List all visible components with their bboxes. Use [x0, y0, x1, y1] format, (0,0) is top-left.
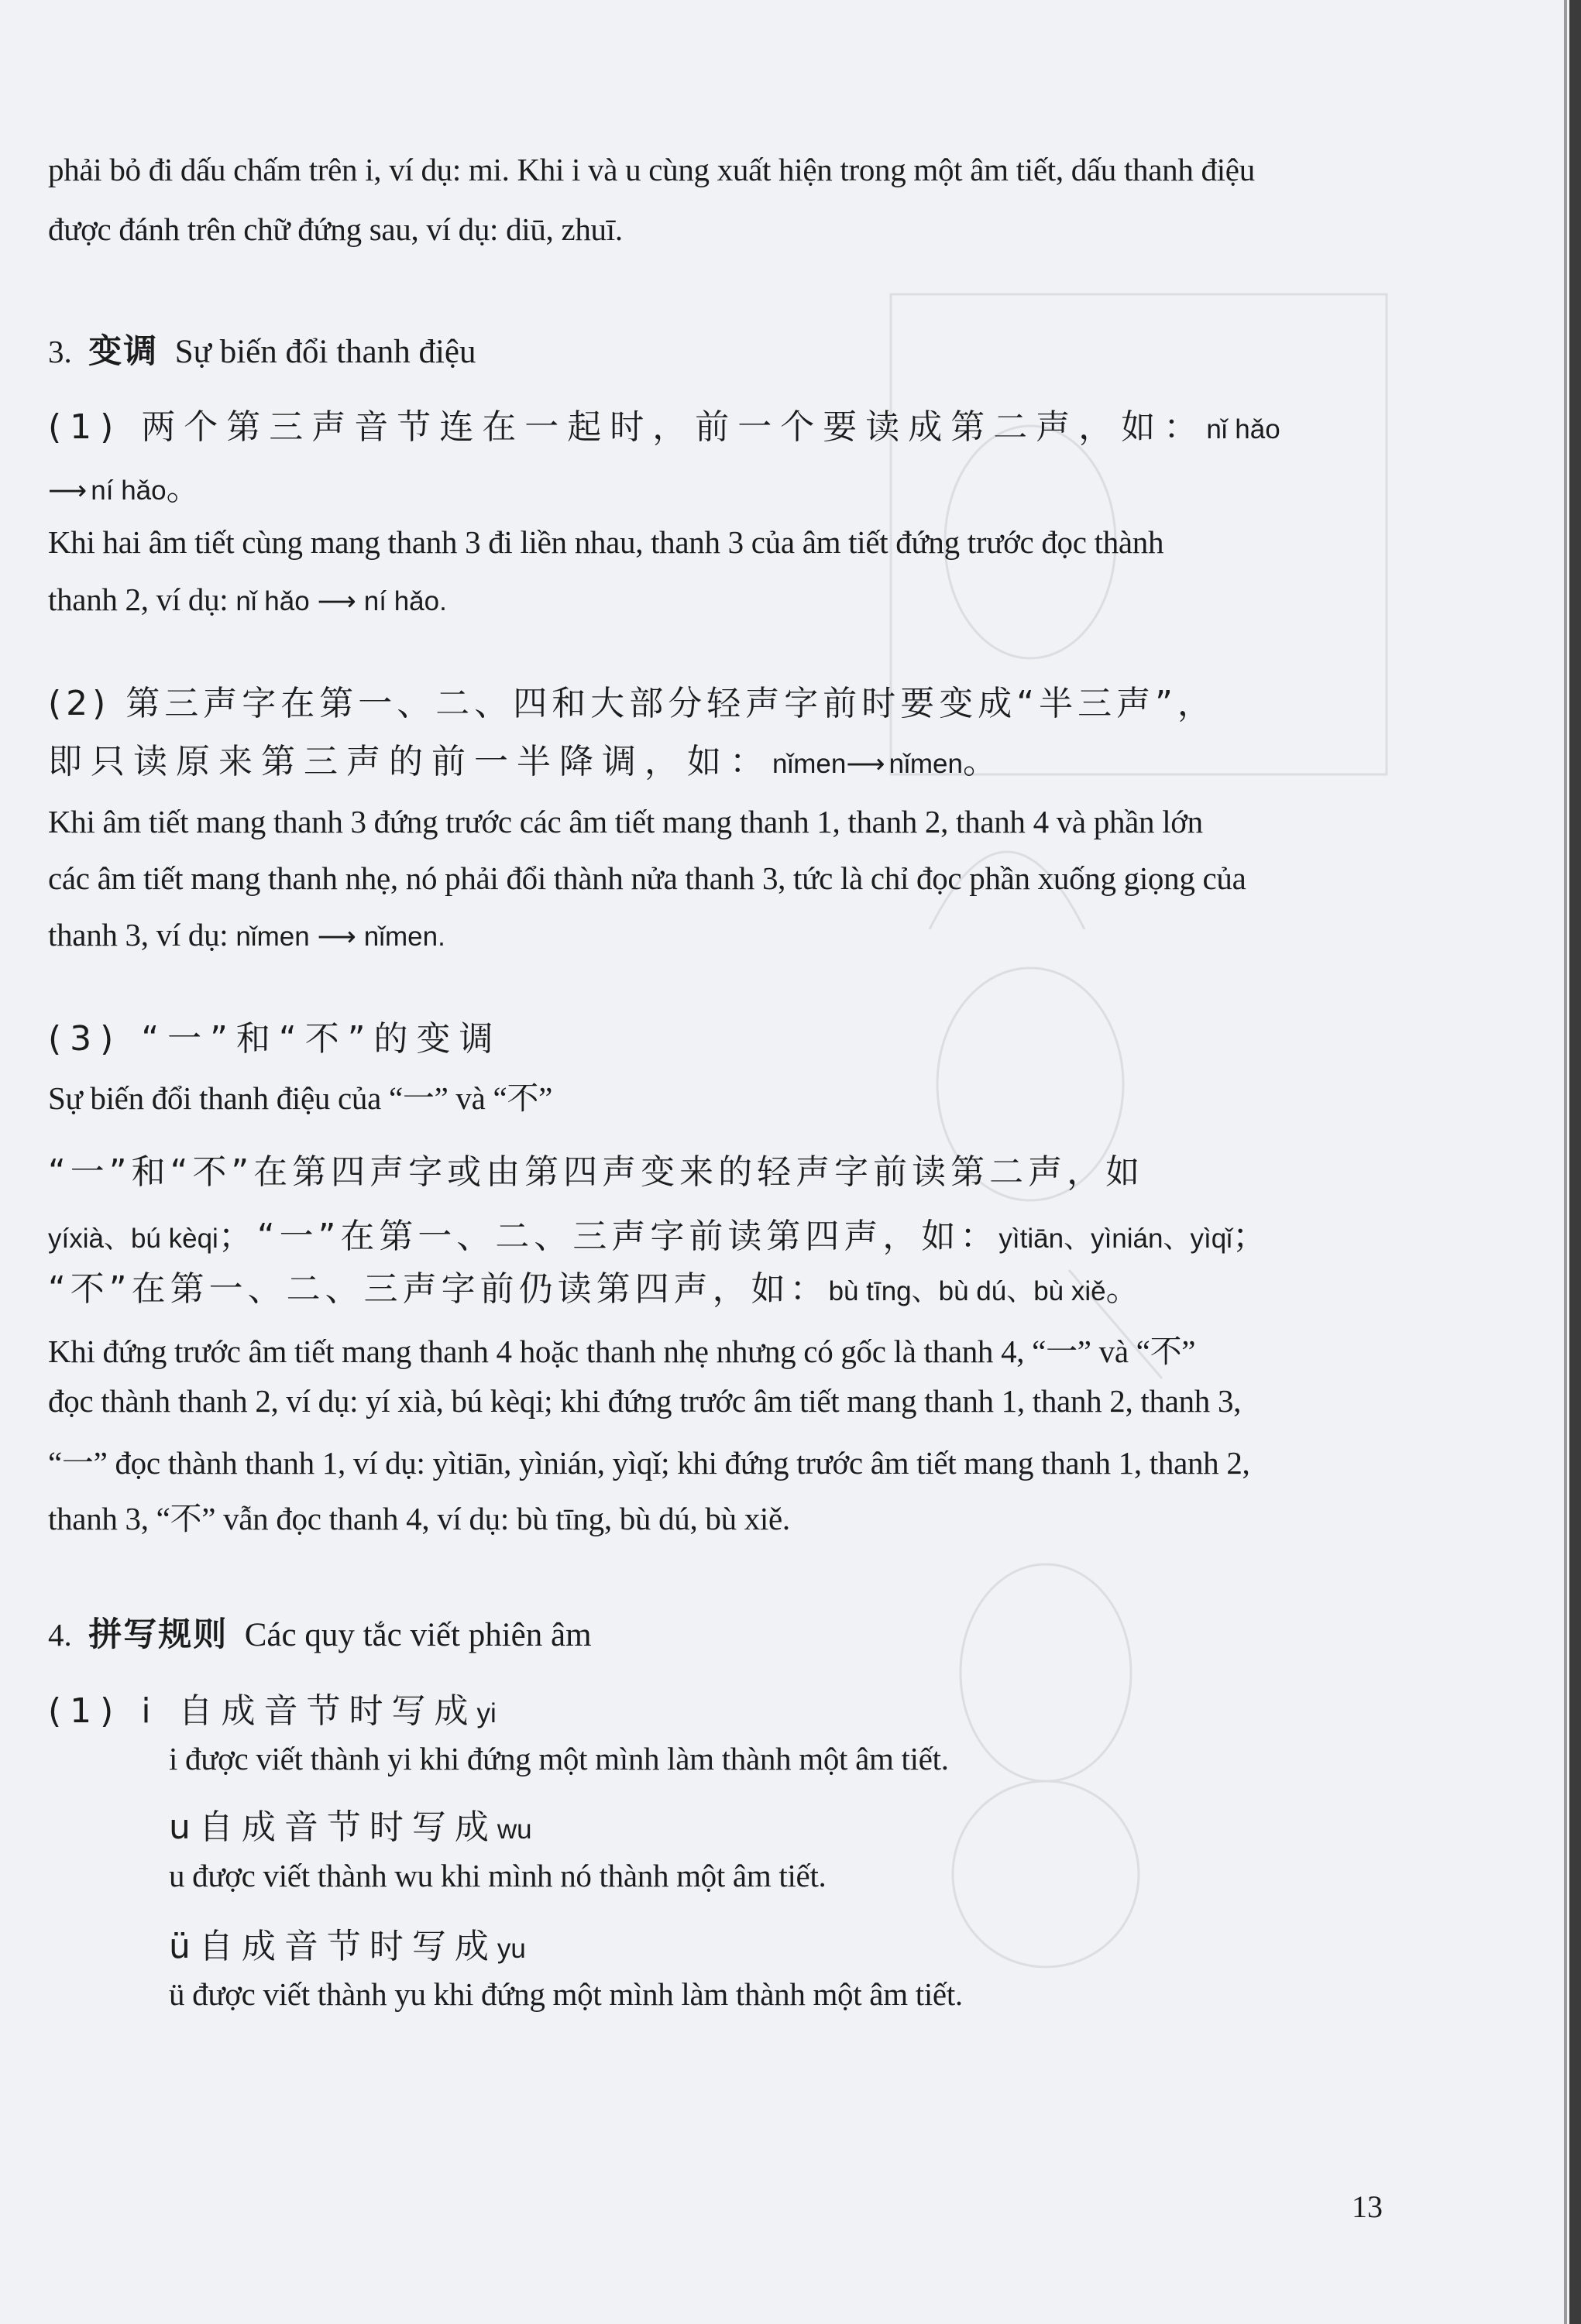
pinyin-text: bù tīng、bù dú、bù xiě	[828, 1276, 1106, 1306]
chinese-text: ü自成音节时写成	[169, 1927, 497, 1966]
text-line: đọc thành thanh 2, ví dụ: yí xià, bú kèqi; khi đứng trước âm tiết mang thanh 1, thanh 2, thanh 3,	[48, 1383, 1242, 1419]
text-line	[48, 916, 445, 953]
pinyin-text: yu	[497, 1934, 526, 1964]
text-line	[48, 581, 447, 618]
section-heading-3	[48, 325, 476, 372]
chinese-text: (1) 两个第三声音节连在一起时，前一个要读成第二声，如：	[48, 407, 1207, 447]
vi-text: thanh 3, ví dụ:	[48, 917, 229, 953]
page-edge-shadow	[1564, 0, 1567, 2324]
pinyin-text: nǐmen	[235, 922, 310, 952]
spelling-rule-1	[48, 1683, 497, 1732]
spelling-rule-2	[169, 1799, 532, 1849]
pinyin-text: nǐmen	[888, 749, 963, 779]
rule-3-line-2	[48, 1208, 1271, 1258]
pinyin-text: ní hǎo	[91, 475, 167, 506]
section-title-zh: 拼写规则	[88, 1615, 229, 1654]
text-line: “一” đọc thành thanh 1, ví dụ: yìtiān, yìnián, yìqǐ; khi đứng trước âm tiết mang thanh 1, thanh 2,	[48, 1445, 1250, 1481]
text-line: ü được viết thành yu khi đứng một mình làm thành một âm tiết.	[169, 1976, 963, 2012]
vi-text: thanh 2, ví dụ:	[48, 582, 229, 617]
rule-1-zh-cont	[48, 460, 209, 510]
rule-2-zh-cont	[48, 733, 1005, 783]
section-title-zh: 变调	[88, 332, 159, 371]
chinese-text: ；“一”在第一、二、三声字前读第四声，如：	[218, 1217, 999, 1256]
pinyin-text: nǐmen.	[363, 922, 445, 952]
text-line: Sự biến đổi thanh điệu của “一” và “不”	[48, 1080, 552, 1116]
arrow-icon: ⟶	[846, 749, 885, 779]
pinyin-text: wu	[497, 1814, 532, 1845]
chinese-text: 即只读原来第三声的前一半降调，如：	[48, 742, 772, 781]
spelling-rule-3	[169, 1918, 526, 1968]
text-line: i được viết thành yi khi đứng một mình làm thành một âm tiết.	[169, 1741, 949, 1776]
pinyin-text: yíxià、bú kèqi	[48, 1224, 218, 1254]
text-line: Khi âm tiết mang thanh 3 đứng trước các âm tiết mang thanh 1, thanh 2, thanh 4 và phần lớn	[48, 804, 1203, 839]
text-line: thanh 3, “不” vẫn đọc thanh 4, ví dụ: bù tīng, bù dú, bù xiě.	[48, 1501, 790, 1536]
punctuation: 。	[166, 469, 209, 508]
pinyin-text: nǐmen	[772, 749, 847, 779]
text-line: (3) “一”和“不”的变调	[48, 1019, 502, 1059]
text-line: u được viết thành wu khi mình nó thành một âm tiết.	[169, 1858, 827, 1893]
pinyin-text: yìtiān、yìnián、yìqǐ	[998, 1224, 1232, 1254]
text-line: Khi hai âm tiết cùng mang thanh 3 đi liền nhau, thanh 3 của âm tiết đứng trước đọc thành	[48, 524, 1164, 560]
arrow-icon: ⟶	[317, 586, 356, 616]
arrow-icon: ⟶	[317, 922, 356, 952]
rule-1-zh	[48, 399, 1280, 448]
pinyin-text: ní hǎo.	[363, 586, 447, 616]
punctuation: 。	[962, 742, 1005, 781]
pinyin-text: yi	[476, 1698, 497, 1728]
section-number: 3.	[48, 334, 72, 369]
punctuation: ；	[1232, 1217, 1271, 1256]
text-line: (2) 第三声字在第一、二、四和大部分轻声字前时要变成“半三声”，	[48, 684, 1216, 723]
page-binding-edge	[1569, 0, 1581, 2324]
text-line: các âm tiết mang thanh nhẹ, nó phải đổi thành nửa thanh 3, tức là chỉ đọc phần xuống giọng của	[48, 860, 1246, 896]
chinese-text: (1) i 自成音节时写成	[48, 1691, 477, 1731]
punctuation: 。	[1105, 1269, 1145, 1309]
text-line: được đánh trên chữ đứng sau, ví dụ: diū, zhuī.	[48, 211, 623, 247]
section-number: 4.	[48, 1617, 72, 1653]
text-line: “一”和“不”在第四声字或由第四声变来的轻声字前读第二声，如	[48, 1152, 1145, 1192]
chinese-text: “不”在第一、二、三声字前仍读第四声，如：	[48, 1269, 829, 1309]
pinyin-text: nǐ hǎo	[1206, 414, 1280, 445]
chinese-text: u自成音节时写成	[169, 1807, 497, 1847]
pinyin-text: nǐ hǎo	[235, 586, 310, 616]
text-line: phải bỏ đi dấu chấm trên i, ví dụ: mi. Khi i và u cùng xuất hiện trong một âm tiết, dấu thanh điệu	[48, 152, 1255, 187]
text-line: Khi đứng trước âm tiết mang thanh 4 hoặc thanh nhẹ nhưng có gốc là thanh 4, “一” và “不”	[48, 1334, 1196, 1369]
page-number: 13	[1352, 2189, 1383, 2224]
rule-3-line-3	[48, 1261, 1145, 1310]
section-title-vi: Sự biến đổi thanh điệu	[174, 334, 476, 370]
section-heading-4	[48, 1608, 592, 1656]
section-title-vi: Các quy tắc viết phiên âm	[244, 1617, 592, 1653]
arrow-icon: ⟶	[48, 475, 88, 506]
